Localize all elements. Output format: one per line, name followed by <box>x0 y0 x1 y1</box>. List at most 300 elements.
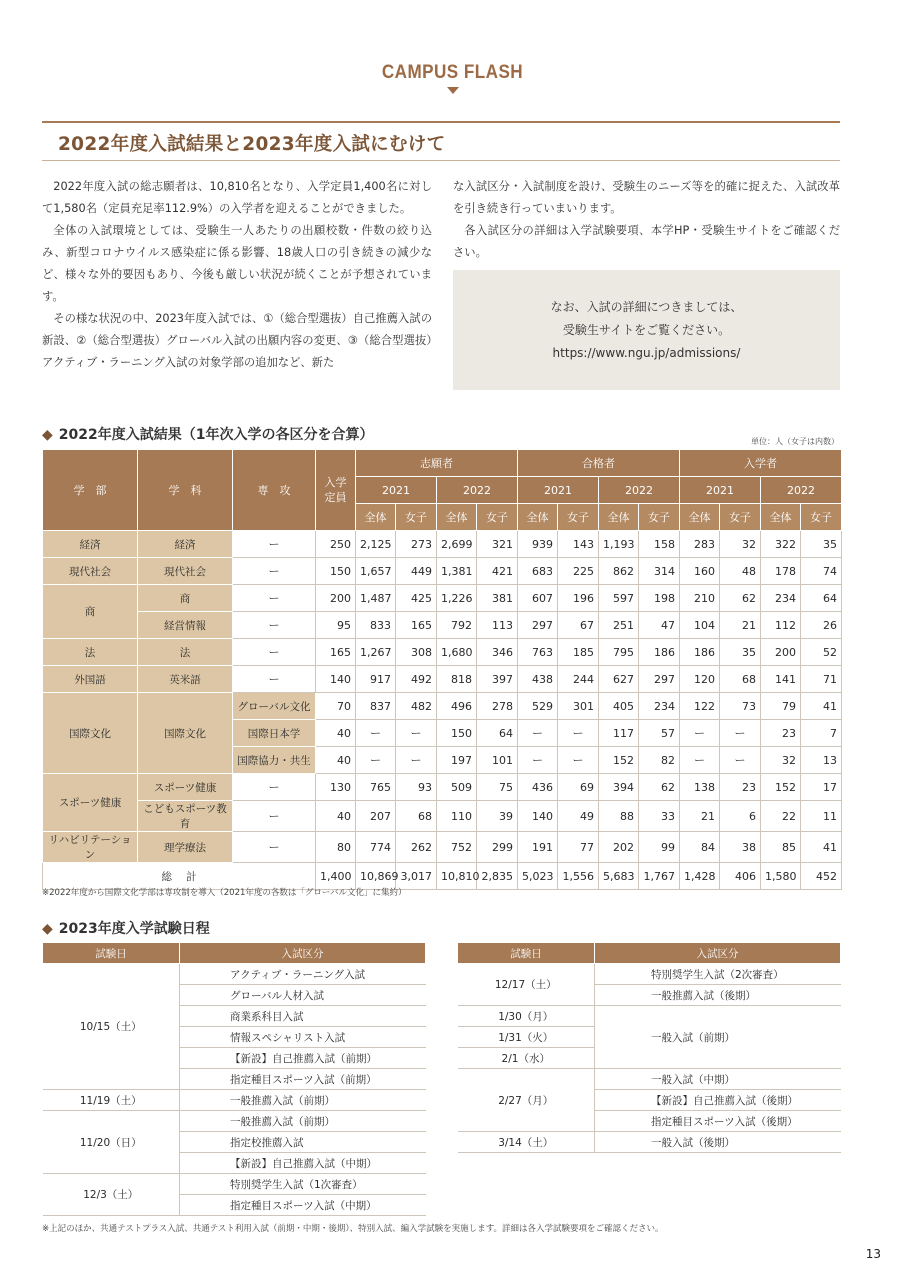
total-value-cell: 1,556 <box>558 863 599 890</box>
value-cell: 207 <box>356 801 396 832</box>
value-cell: ー <box>720 747 761 774</box>
header-exam-date: 試験日 <box>43 943 180 964</box>
value-cell: 21 <box>680 801 720 832</box>
value-cell: 244 <box>558 666 599 693</box>
capacity-cell: 165 <box>316 639 356 666</box>
value-cell: 85 <box>761 832 801 863</box>
value-cell: ー <box>396 720 437 747</box>
value-cell: 33 <box>639 801 680 832</box>
major-cell: ー <box>233 666 316 693</box>
total-label: 総計 <box>43 863 316 890</box>
value-cell: 262 <box>396 832 437 863</box>
value-cell: 48 <box>720 558 761 585</box>
value-cell: 57 <box>639 720 680 747</box>
capacity-cell: 70 <box>316 693 356 720</box>
header-faculty: 学 部 <box>43 450 138 531</box>
value-cell: 202 <box>599 832 639 863</box>
exam-type: 指定種目スポーツ入試（前期） <box>180 1069 426 1090</box>
article-left-column <box>42 176 432 374</box>
value-cell: 17 <box>801 774 842 801</box>
exam-date: 1/31（火） <box>458 1027 595 1048</box>
faculty-cell: 経済 <box>43 531 138 558</box>
table-row <box>43 964 426 985</box>
value-cell: 299 <box>477 832 518 863</box>
value-cell: 425 <box>396 585 437 612</box>
value-cell: 774 <box>356 832 396 863</box>
value-cell: 397 <box>477 666 518 693</box>
value-cell: 112 <box>761 612 801 639</box>
value-cell: 683 <box>518 558 558 585</box>
major-cell: ー <box>233 612 316 639</box>
total-value-cell: 3,017 <box>396 863 437 890</box>
value-cell: 765 <box>356 774 396 801</box>
value-cell: 165 <box>396 612 437 639</box>
value-cell: 763 <box>518 639 558 666</box>
header-department: 学 科 <box>138 450 233 531</box>
value-cell: 939 <box>518 531 558 558</box>
major-cell: ー <box>233 585 316 612</box>
major-cell: ー <box>233 801 316 832</box>
value-cell: 113 <box>477 612 518 639</box>
exam-type: グローバル人材入試 <box>180 985 426 1006</box>
major-cell: ー <box>233 774 316 801</box>
value-cell: 73 <box>720 693 761 720</box>
faculty-cell: 現代社会 <box>43 558 138 585</box>
exam-type: 指定種目スポーツ入試（中期） <box>180 1195 426 1216</box>
article-title: 2022年度入試結果と2023年度入試にむけて <box>58 134 446 155</box>
capacity-cell: 40 <box>316 720 356 747</box>
value-cell: 79 <box>761 693 801 720</box>
value-cell: ー <box>518 720 558 747</box>
paragraph: その様な状況の中、2023年度入試では、①（総合型選抜）自己推薦入試の新設、②（総合型選抜）グローバル入試の出願内容の変更、③（総合型選抜）アクティブ・ラーニング入試の対象学部の追加など、新た <box>42 312 432 369</box>
value-cell: 21 <box>720 612 761 639</box>
value-cell: 110 <box>437 801 477 832</box>
value-cell: 321 <box>477 531 518 558</box>
department-cell: 法 <box>138 639 233 666</box>
total-value-cell: 2,835 <box>477 863 518 890</box>
value-cell: 152 <box>761 774 801 801</box>
admissions-note-box <box>453 270 840 390</box>
diamond-icon: ◆ <box>42 921 53 937</box>
table-row <box>43 1111 426 1132</box>
capacity-cell: 150 <box>316 558 356 585</box>
exam-date: 10/15（土） <box>43 964 180 1090</box>
department-cell: 商 <box>138 585 233 612</box>
total-value-cell: 5,023 <box>518 863 558 890</box>
exam-date: 12/3（土） <box>43 1174 180 1216</box>
paragraph: 各入試区分の詳細は入学試験要項、本学HP・受験生サイトをご確認ください。 <box>453 224 840 259</box>
header-passed: 合格者 <box>518 450 680 477</box>
value-cell: 449 <box>396 558 437 585</box>
total-value-cell: 406 <box>720 863 761 890</box>
value-cell: 197 <box>437 747 477 774</box>
value-cell: 251 <box>599 612 639 639</box>
value-cell: 833 <box>356 612 396 639</box>
header-female: 女子 <box>801 504 842 531</box>
table-row <box>43 832 842 863</box>
table-row <box>458 964 841 985</box>
value-cell: 7 <box>801 720 842 747</box>
value-cell: 818 <box>437 666 477 693</box>
capacity-cell: 130 <box>316 774 356 801</box>
value-cell: 93 <box>396 774 437 801</box>
value-cell: 11 <box>801 801 842 832</box>
department-cell: 経済 <box>138 531 233 558</box>
value-cell: 62 <box>720 585 761 612</box>
value-cell: 496 <box>437 693 477 720</box>
value-cell: 49 <box>558 801 599 832</box>
department-cell: 英米語 <box>138 666 233 693</box>
value-cell: 69 <box>558 774 599 801</box>
faculty-cell: スポーツ健康 <box>43 774 138 832</box>
capacity-cell: 80 <box>316 832 356 863</box>
value-cell: ー <box>558 747 599 774</box>
table-row <box>458 1006 841 1027</box>
exam-type: 一般入試（前期） <box>595 1006 841 1069</box>
diamond-icon: ◆ <box>42 427 53 443</box>
exam-type: 【新設】自己推薦入試（後期） <box>595 1090 841 1111</box>
paragraph: 全体の入試環境としては、受験生一人あたりの出願校数・件数の絞り込み、新型コロナウイルス感染症に係る影響、18歳人口の引き続きの減少など、様々な外的要因もあり、今後も厳しい状況が続くことが予想されています。 <box>42 224 432 303</box>
value-cell: 32 <box>720 531 761 558</box>
total-value-cell: 10,869 <box>356 863 396 890</box>
header-year: 2022 <box>599 477 680 504</box>
total-value-cell: 1,767 <box>639 863 680 890</box>
header-all: 全体 <box>518 504 558 531</box>
capacity-cell: 250 <box>316 531 356 558</box>
header-female: 女子 <box>477 504 518 531</box>
value-cell: 529 <box>518 693 558 720</box>
value-cell: 196 <box>558 585 599 612</box>
faculty-cell: 国際文化 <box>43 693 138 774</box>
capacity-cell: 200 <box>316 585 356 612</box>
exam-type: 一般推薦入試（前期） <box>180 1111 426 1132</box>
header-female: 女子 <box>558 504 599 531</box>
value-cell: 64 <box>801 585 842 612</box>
value-cell: 1,657 <box>356 558 396 585</box>
value-cell: 138 <box>680 774 720 801</box>
value-cell: 75 <box>477 774 518 801</box>
header-exam-date: 試験日 <box>458 943 595 964</box>
exam-date: 2/1（水） <box>458 1048 595 1069</box>
results-table <box>42 449 842 890</box>
value-cell: 71 <box>801 666 842 693</box>
exam-type: 一般推薦入試（前期） <box>180 1090 426 1111</box>
exam-date: 1/30（月） <box>458 1006 595 1027</box>
department-cell: スポーツ健康 <box>138 774 233 801</box>
value-cell: 837 <box>356 693 396 720</box>
value-cell: 152 <box>599 747 639 774</box>
capacity-cell: 40 <box>316 801 356 832</box>
value-cell: 191 <box>518 832 558 863</box>
capacity-cell: 140 <box>316 666 356 693</box>
table-row <box>458 1069 841 1090</box>
exam-date: 2/27（月） <box>458 1069 595 1132</box>
value-cell: 283 <box>680 531 720 558</box>
value-cell: 301 <box>558 693 599 720</box>
value-cell: 23 <box>761 720 801 747</box>
table-row <box>43 1174 426 1195</box>
header-year: 2021 <box>518 477 599 504</box>
major-cell: ー <box>233 832 316 863</box>
value-cell: 482 <box>396 693 437 720</box>
value-cell: 99 <box>639 832 680 863</box>
magazine-header <box>0 62 905 94</box>
table-row <box>43 693 842 720</box>
table-row <box>458 1132 841 1153</box>
faculty-cell: 法 <box>43 639 138 666</box>
value-cell: 117 <box>599 720 639 747</box>
value-cell: 200 <box>761 639 801 666</box>
value-cell: 88 <box>599 801 639 832</box>
schedule-table-right <box>457 942 841 1153</box>
header-exam-type: 入試区分 <box>595 943 841 964</box>
value-cell: 26 <box>801 612 842 639</box>
department-cell: 国際文化 <box>138 693 233 774</box>
value-cell: 62 <box>639 774 680 801</box>
header-year: 2021 <box>356 477 437 504</box>
major-cell: ー <box>233 639 316 666</box>
table-row <box>43 639 842 666</box>
header-female: 女子 <box>639 504 680 531</box>
exam-type: 一般入試（後期） <box>595 1132 841 1153</box>
value-cell: 64 <box>477 720 518 747</box>
exam-type: 特別奨学生入試（1次審査） <box>180 1174 426 1195</box>
value-cell: 158 <box>639 531 680 558</box>
schedule-footnote: ※上記のほか、共通テストプラス入試、共通テスト利用入試（前期・中期・後期）、特別入試、編入学試験を実施します。詳細は各入学試験要項をご確認ください。 <box>42 1224 664 1234</box>
value-cell: 752 <box>437 832 477 863</box>
value-cell: 141 <box>761 666 801 693</box>
unit-note: 単位：人（女子は内数） <box>751 437 839 446</box>
total-value-cell: 452 <box>801 863 842 890</box>
value-cell: 35 <box>720 639 761 666</box>
value-cell: 346 <box>477 639 518 666</box>
value-cell: 120 <box>680 666 720 693</box>
note-line: 受験生サイトをご覧ください。 <box>562 323 731 337</box>
exam-type: 【新設】自己推薦入試（中期） <box>180 1153 426 1174</box>
value-cell: 23 <box>720 774 761 801</box>
value-cell: 438 <box>518 666 558 693</box>
value-cell: 186 <box>680 639 720 666</box>
faculty-cell: リハビリテーション <box>43 832 138 863</box>
results-footnote: ※2022年度から国際文化学部は専攻制を導入（2021年度の各数は「グローバル文化」に集約） <box>42 888 407 898</box>
value-cell: 627 <box>599 666 639 693</box>
value-cell: 186 <box>639 639 680 666</box>
total-value-cell: 5,683 <box>599 863 639 890</box>
exam-type: 商業系科目入試 <box>180 1006 426 1027</box>
article-title-block <box>42 121 840 161</box>
value-cell: 273 <box>396 531 437 558</box>
value-cell: ー <box>720 720 761 747</box>
exam-date: 12/17（土） <box>458 964 595 1006</box>
value-cell: 6 <box>720 801 761 832</box>
value-cell: 122 <box>680 693 720 720</box>
value-cell: 210 <box>680 585 720 612</box>
exam-type: 情報スペシャリスト入試 <box>180 1027 426 1048</box>
value-cell: 597 <box>599 585 639 612</box>
value-cell: 185 <box>558 639 599 666</box>
major-cell: 国際日本学 <box>233 720 316 747</box>
exam-type: 指定校推薦入試 <box>180 1132 426 1153</box>
section-label: CAMPUS FLASH <box>381 62 524 83</box>
value-cell: 150 <box>437 720 477 747</box>
value-cell: 607 <box>518 585 558 612</box>
value-cell: 225 <box>558 558 599 585</box>
value-cell: 77 <box>558 832 599 863</box>
value-cell: 1,487 <box>356 585 396 612</box>
exam-type: 一般入試（中期） <box>595 1069 841 1090</box>
value-cell: 22 <box>761 801 801 832</box>
department-cell: 理学療法 <box>138 832 233 863</box>
value-cell: 322 <box>761 531 801 558</box>
value-cell: 308 <box>396 639 437 666</box>
value-cell: 234 <box>761 585 801 612</box>
value-cell: 381 <box>477 585 518 612</box>
value-cell: 67 <box>558 612 599 639</box>
table-row <box>43 801 842 832</box>
value-cell: 917 <box>356 666 396 693</box>
department-cell: 経営情報 <box>138 612 233 639</box>
value-cell: ー <box>356 747 396 774</box>
department-cell: 現代社会 <box>138 558 233 585</box>
header-female: 女子 <box>396 504 437 531</box>
header-all: 全体 <box>356 504 396 531</box>
total-value-cell: 1,428 <box>680 863 720 890</box>
article-right-column <box>453 176 840 264</box>
header-all: 全体 <box>437 504 477 531</box>
value-cell: ー <box>558 720 599 747</box>
header-all: 全体 <box>680 504 720 531</box>
value-cell: ー <box>396 747 437 774</box>
exam-date: 11/19（土） <box>43 1090 180 1111</box>
triangle-down-icon <box>447 87 459 94</box>
schedule-table-left <box>42 942 426 1216</box>
value-cell: ー <box>356 720 396 747</box>
value-cell: ー <box>680 747 720 774</box>
major-cell: ー <box>233 558 316 585</box>
value-cell: 84 <box>680 832 720 863</box>
major-cell: グローバル文化 <box>233 693 316 720</box>
table-row <box>43 558 842 585</box>
value-cell: 52 <box>801 639 842 666</box>
value-cell: ー <box>680 720 720 747</box>
value-cell: 792 <box>437 612 477 639</box>
value-cell: 198 <box>639 585 680 612</box>
value-cell: 82 <box>639 747 680 774</box>
paragraph: 2022年度入試の総志願者は、10,810名となり、入学定員1,400名に対して1,580名（定員充足率112.9%）の入学者を迎えることができました。 <box>42 180 432 215</box>
value-cell: 278 <box>477 693 518 720</box>
capacity-cell: 40 <box>316 747 356 774</box>
value-cell: 1,267 <box>356 639 396 666</box>
major-cell: ー <box>233 531 316 558</box>
header-major: 専 攻 <box>233 450 316 531</box>
table-row <box>43 774 842 801</box>
value-cell: 405 <box>599 693 639 720</box>
total-value-cell: 1,580 <box>761 863 801 890</box>
value-cell: 32 <box>761 747 801 774</box>
header-year: 2022 <box>437 477 518 504</box>
value-cell: 421 <box>477 558 518 585</box>
note-line: なお、入試の詳細につきましては、 <box>550 300 743 314</box>
results-section-title: ◆ 2022年度入試結果（1年次入学の各区分を合算） <box>42 427 374 443</box>
admissions-url[interactable]: https://www.ngu.jp/admissions/ <box>552 346 741 360</box>
header-exam-type: 入試区分 <box>180 943 426 964</box>
major-cell: 国際協力・共生 <box>233 747 316 774</box>
value-cell: 862 <box>599 558 639 585</box>
header-year: 2021 <box>680 477 761 504</box>
exam-type: アクティブ・ラーニング入試 <box>180 964 426 985</box>
value-cell: 143 <box>558 531 599 558</box>
header-all: 全体 <box>761 504 801 531</box>
value-cell: 2,125 <box>356 531 396 558</box>
exam-type: 特別奨学生入試（2次審査） <box>595 964 841 985</box>
faculty-cell: 商 <box>43 585 138 639</box>
value-cell: 39 <box>477 801 518 832</box>
value-cell: 314 <box>639 558 680 585</box>
page-number: 13 <box>865 1247 881 1261</box>
value-cell: 1,680 <box>437 639 477 666</box>
value-cell: 101 <box>477 747 518 774</box>
value-cell: 13 <box>801 747 842 774</box>
value-cell: 297 <box>639 666 680 693</box>
value-cell: 47 <box>639 612 680 639</box>
value-cell: 35 <box>801 531 842 558</box>
table-row <box>43 666 842 693</box>
value-cell: 160 <box>680 558 720 585</box>
exam-date: 11/20（日） <box>43 1111 180 1174</box>
header-applicants: 志願者 <box>356 450 518 477</box>
value-cell: 492 <box>396 666 437 693</box>
value-cell: 1,226 <box>437 585 477 612</box>
exam-type: 【新設】自己推薦入試（前期） <box>180 1048 426 1069</box>
value-cell: 38 <box>720 832 761 863</box>
value-cell: 1,381 <box>437 558 477 585</box>
schedule-section-title: ◆ 2023年度入学試験日程 <box>42 921 210 937</box>
table-row <box>43 585 842 612</box>
header-enrolled: 入学者 <box>680 450 842 477</box>
value-cell: 74 <box>801 558 842 585</box>
table-row <box>43 531 842 558</box>
value-cell: 140 <box>518 801 558 832</box>
exam-type: 指定種目スポーツ入試（後期） <box>595 1111 841 1132</box>
paragraph-continuation: な入試区分・入試制度を設け、受験生のニーズ等を的確に捉えた、入試改革を引き続き行っていまいります。 <box>453 180 840 215</box>
total-capacity: 1,400 <box>316 863 356 890</box>
value-cell: 234 <box>639 693 680 720</box>
exam-type: 一般推薦入試（後期） <box>595 985 841 1006</box>
header-capacity: 入学定員 <box>316 450 356 531</box>
header-female: 女子 <box>720 504 761 531</box>
value-cell: 178 <box>761 558 801 585</box>
table-row <box>43 1090 426 1111</box>
value-cell: 2,699 <box>437 531 477 558</box>
department-cell: こどもスポーツ教育 <box>138 801 233 832</box>
value-cell: 297 <box>518 612 558 639</box>
value-cell: 41 <box>801 832 842 863</box>
total-value-cell: 10,810 <box>437 863 477 890</box>
value-cell: ー <box>518 747 558 774</box>
value-cell: 1,193 <box>599 531 639 558</box>
table-row <box>43 612 842 639</box>
value-cell: 68 <box>720 666 761 693</box>
value-cell: 795 <box>599 639 639 666</box>
value-cell: 68 <box>396 801 437 832</box>
value-cell: 41 <box>801 693 842 720</box>
header-all: 全体 <box>599 504 639 531</box>
value-cell: 509 <box>437 774 477 801</box>
faculty-cell: 外国語 <box>43 666 138 693</box>
value-cell: 394 <box>599 774 639 801</box>
capacity-cell: 95 <box>316 612 356 639</box>
exam-date: 3/14（土） <box>458 1132 595 1153</box>
